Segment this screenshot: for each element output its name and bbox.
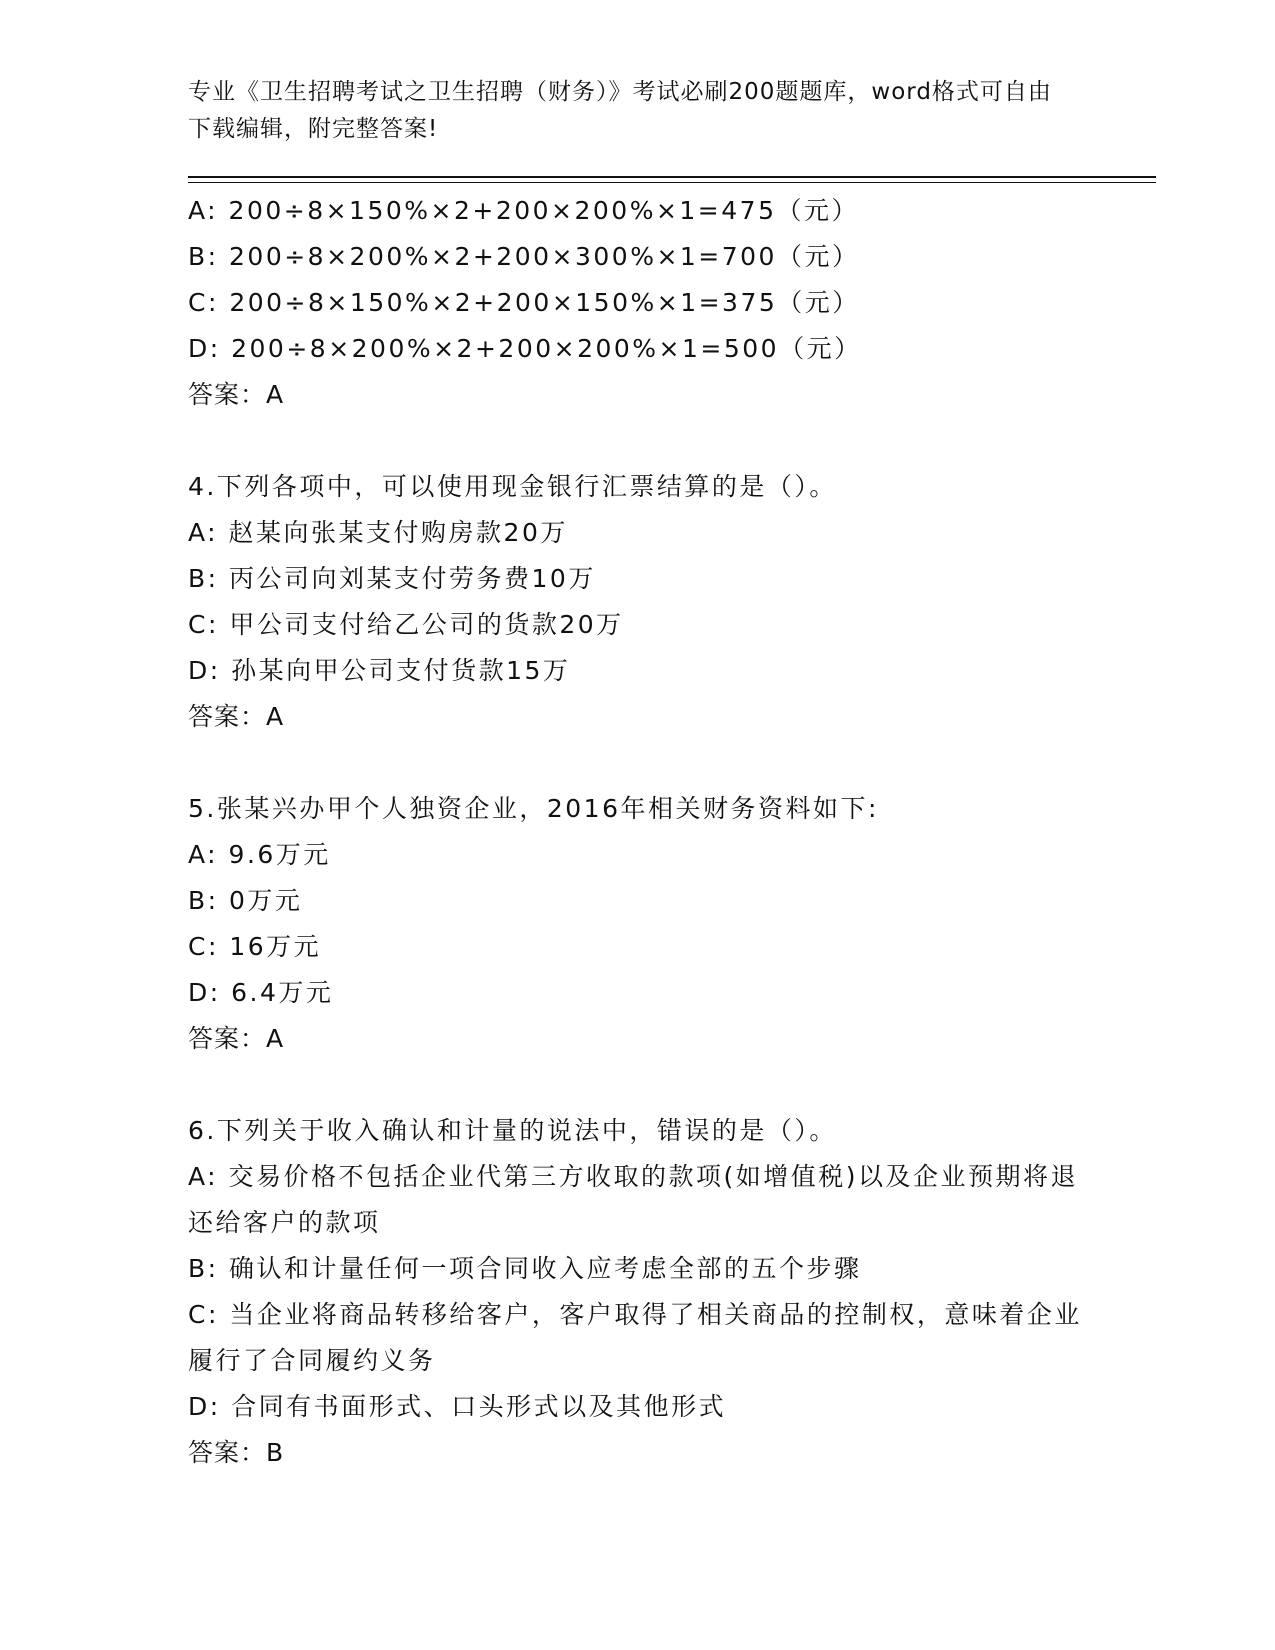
option-a: A: 200÷8×150%×2+200×200%×1=475（元） <box>188 196 859 225</box>
answer: 答案：A <box>188 702 285 731</box>
spacer <box>188 1062 1088 1108</box>
question-3 <box>188 188 1088 418</box>
question-6 <box>188 1108 1088 1476</box>
answer: 答案：B <box>188 1438 285 1467</box>
option-d: D: 孙某向甲公司支付货款15万 <box>188 656 571 685</box>
option-b: B: 0万元 <box>188 886 303 915</box>
header-divider-thin <box>188 182 1156 183</box>
option-c: C: 16万元 <box>188 932 322 961</box>
answer: 答案：A <box>188 380 285 409</box>
question-4 <box>188 464 1088 740</box>
question-5 <box>188 786 1088 1062</box>
option-b: B: 确认和计量任何一项合同收入应考虑全部的五个步骤 <box>188 1254 862 1283</box>
question-text: 4.下列各项中，可以使用现金银行汇票结算的是（）。 <box>188 472 837 501</box>
option-a: A: 交易价格不包括企业代第三方收取的款项(如增值税)以及企业预期将退还给客户的款项 <box>188 1162 1079 1237</box>
option-a: A: 赵某向张某支付购房款20万 <box>188 518 568 547</box>
spacer <box>188 740 1088 786</box>
option-c: C: 甲公司支付给乙公司的货款20万 <box>188 610 624 639</box>
option-b: B: 丙公司向刘某支付劳务费10万 <box>188 564 596 593</box>
option-c: C: 200÷8×150%×2+200×150%×1=375（元） <box>188 288 860 317</box>
answer: 答案：A <box>188 1024 285 1053</box>
option-d: D: 200÷8×200%×2+200×200%×1=500（元） <box>188 334 862 363</box>
spacer <box>188 418 1088 464</box>
question-list <box>188 188 1088 1476</box>
option-d: D: 6.4万元 <box>188 978 334 1007</box>
document-header: 专业《卫生招聘考试之卫生招聘（财务）》考试必刷200题题库，word格式可自由下载编辑，附完整答案! <box>188 79 1052 142</box>
question-text: 5.张某兴办甲个人独资企业，2016年相关财务资料如下: <box>188 794 879 823</box>
option-c: C: 当企业将商品转移给客户，客户取得了相关商品的控制权，意味着企业履行了合同履约义务 <box>188 1300 1082 1375</box>
option-d: D: 合同有书面形式、口头形式以及其他形式 <box>188 1392 727 1421</box>
option-a: A: 9.6万元 <box>188 840 331 869</box>
question-text: 6.下列关于收入确认和计量的说法中，错误的是（）。 <box>188 1116 837 1145</box>
option-b: B: 200÷8×200%×2+200×300%×1=700（元） <box>188 242 860 271</box>
header-divider <box>188 176 1156 178</box>
